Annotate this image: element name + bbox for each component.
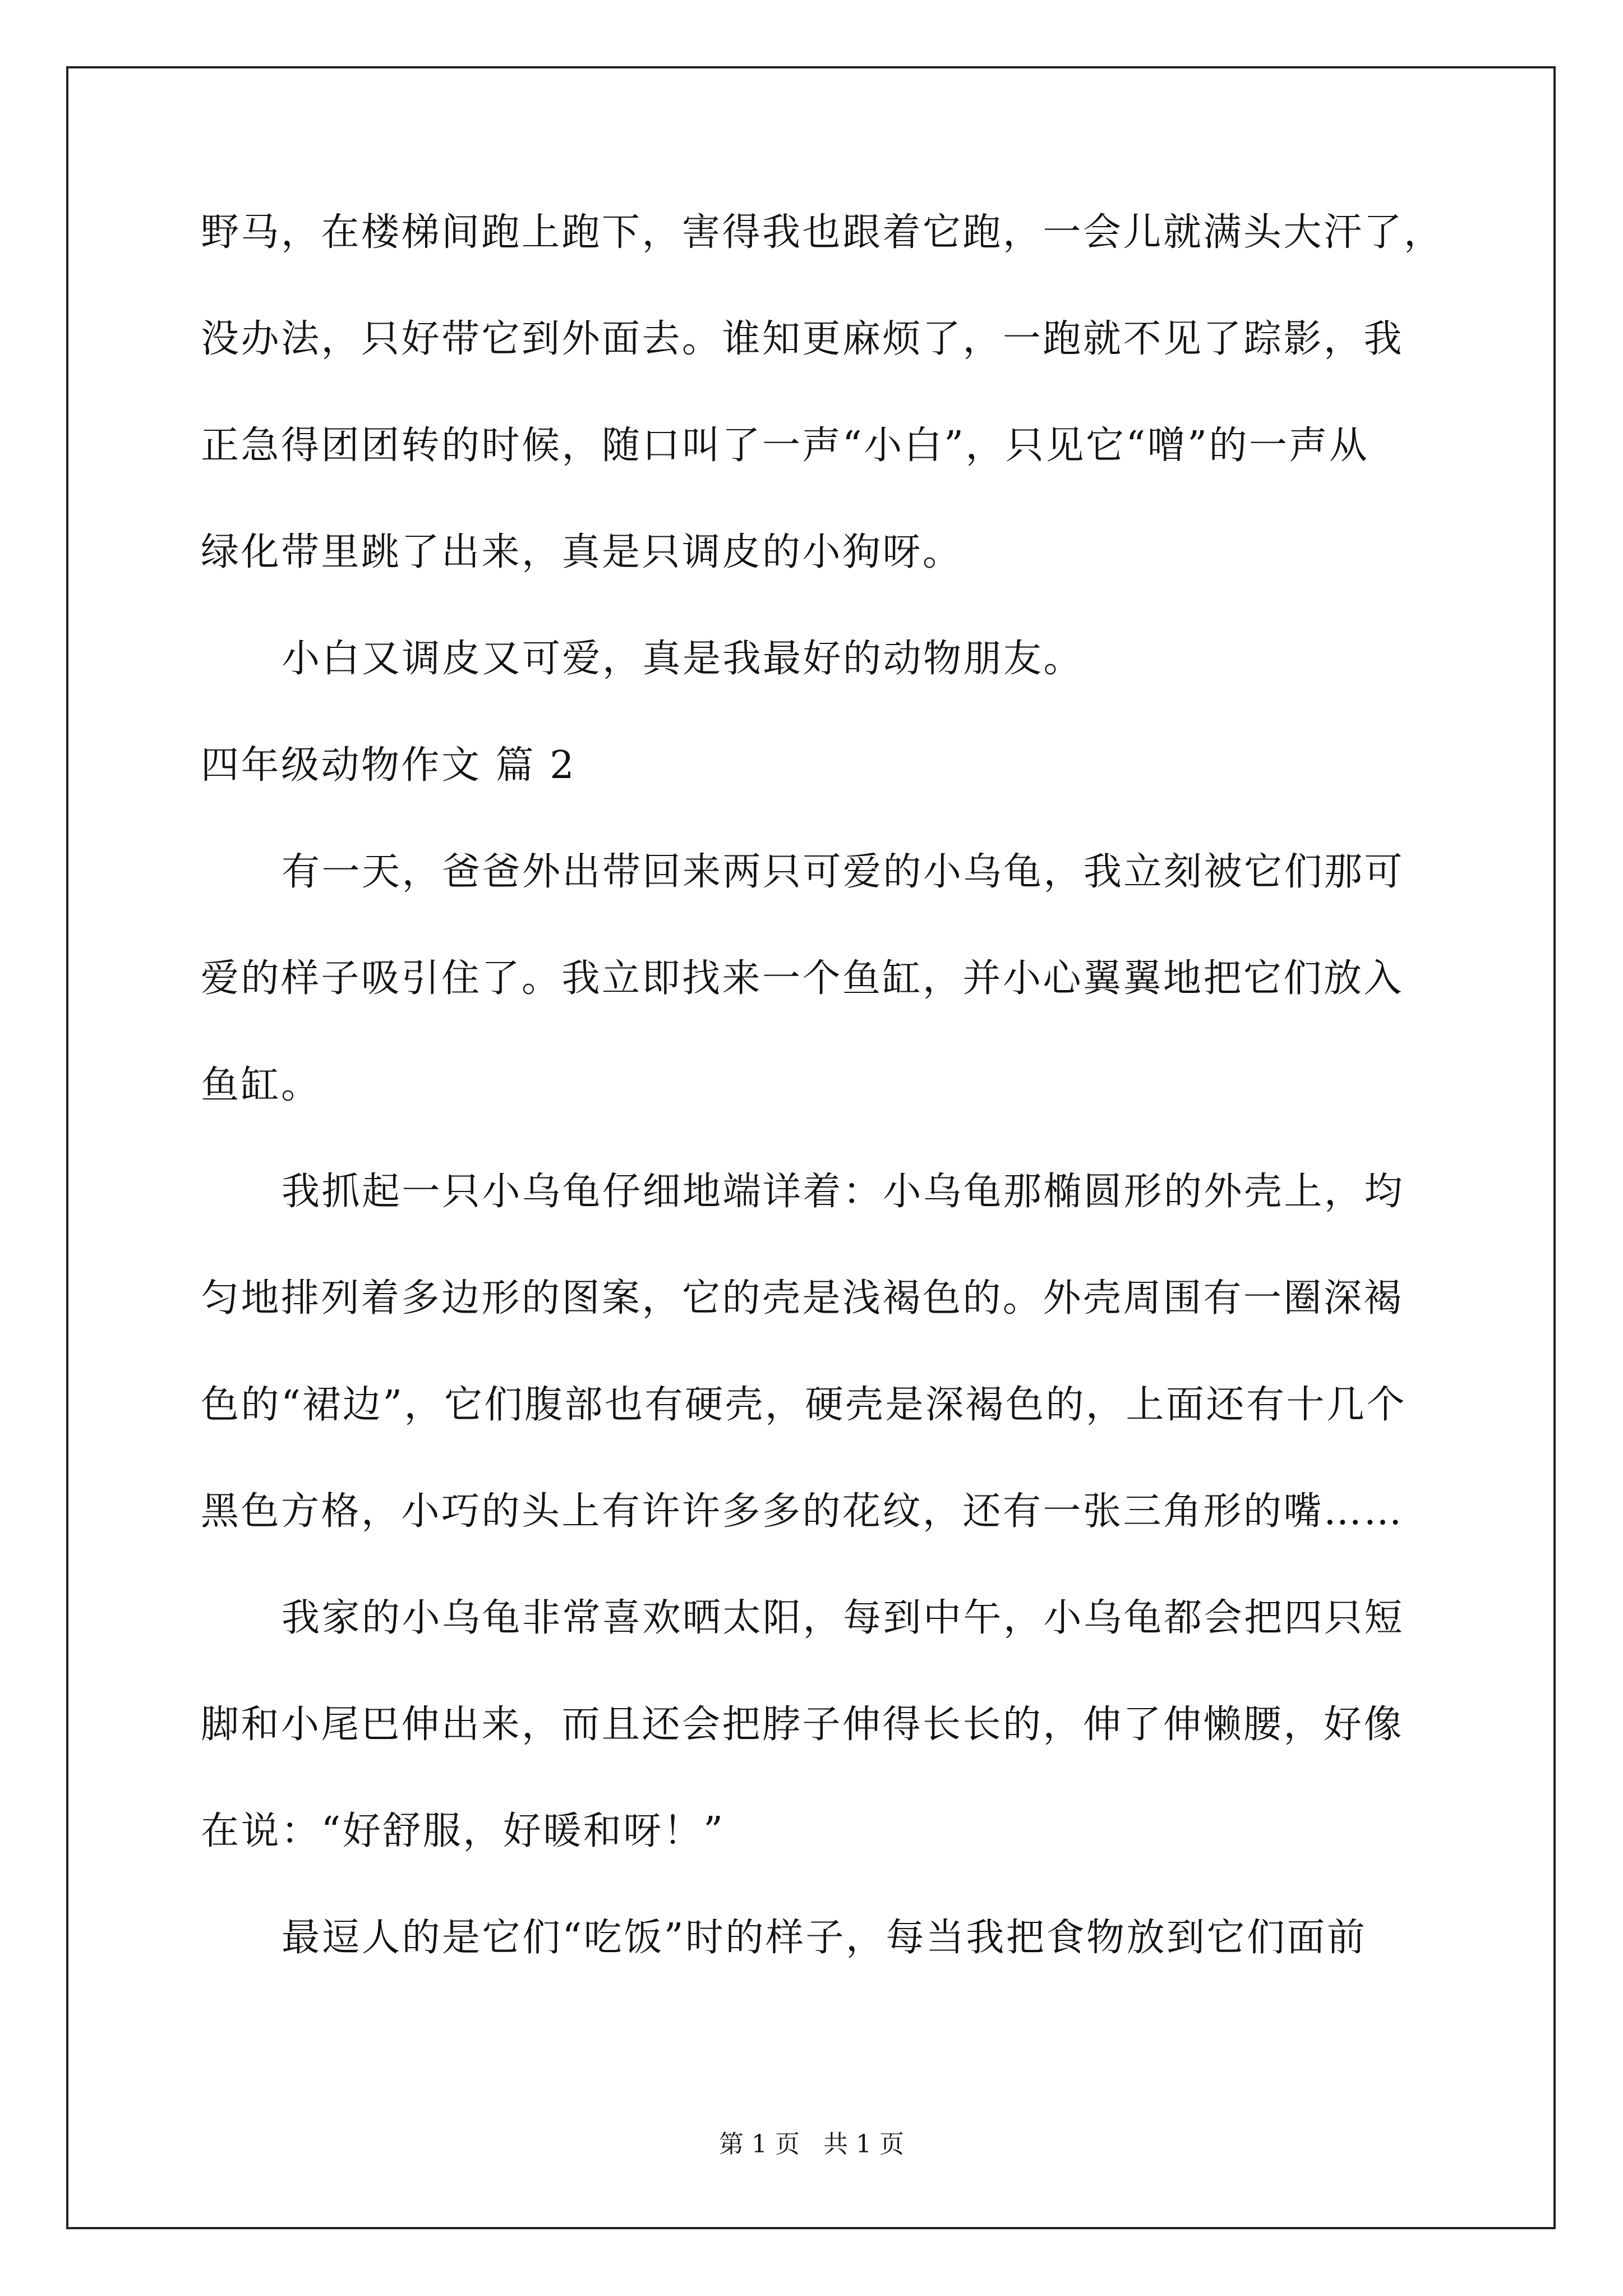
text-line: 正急得团团转的时候，随口叫了一声“小白”，只见它“噌”的一声从 bbox=[201, 424, 1370, 468]
text-line: 鱼缸。 bbox=[201, 1063, 321, 1107]
text-line: 黑色方格，小巧的头上有许许多多的花纹，还有一张三角形的嘴…… bbox=[201, 1489, 1404, 1534]
text-line: 色的“裙边”，它们腹部也有硬壳，硬壳是深褐色的，上面还有十几个 bbox=[201, 1383, 1407, 1427]
text-line: 没办法，只好带它到外面去。谁知更麻烦了，一跑就不见了踪影，我 bbox=[201, 317, 1404, 361]
paragraph-line: 最逗人的是它们“吃饭”时的样子，每当我把食物放到它们面前 bbox=[282, 1916, 1367, 1960]
page-footer bbox=[0, 2124, 1623, 2160]
text-line: 脚和小尾巴伸出来，而且还会把脖子伸得长长的，伸了伸懒腰，好像 bbox=[201, 1703, 1404, 1747]
paragraph-line: 小白又调皮又可爱，真是我最好的动物朋友。 bbox=[282, 637, 1084, 681]
paragraph-line: 我家的小乌龟非常喜欢晒太阳，每到中午，小乌龟都会把四只短 bbox=[282, 1596, 1405, 1640]
paragraph-line: 我抓起一只小乌龟仔细地端详着：小乌龟那椭圆形的外壳上，均 bbox=[282, 1170, 1405, 1214]
text-line: 匀地排列着多边形的图案，它的壳是浅褐色的。外壳周围有一圈深褐 bbox=[201, 1276, 1404, 1320]
section-heading: 四年级动物作文 篇 2 bbox=[201, 743, 576, 788]
text-line: 野马，在楼梯间跑上跑下，害得我也跟着它跑，一会儿就满头大汗了， bbox=[201, 210, 1444, 255]
page-number: 第 1 页 bbox=[719, 2130, 800, 2159]
text-line: 爱的样子吸引住了。我立即找来一个鱼缸，并小心翼翼地把它们放入 bbox=[201, 956, 1404, 1001]
page-total: 共 1 页 bbox=[823, 2130, 904, 2159]
text-line: 绿化带里跳了出来，真是只调皮的小狗呀。 bbox=[201, 530, 963, 574]
text-line: 在说：“好舒服，好暖和呀！” bbox=[201, 1809, 725, 1853]
paragraph-line: 有一天，爸爸外出带回来两只可爱的小乌龟，我立刻被它们那可 bbox=[282, 850, 1405, 894]
